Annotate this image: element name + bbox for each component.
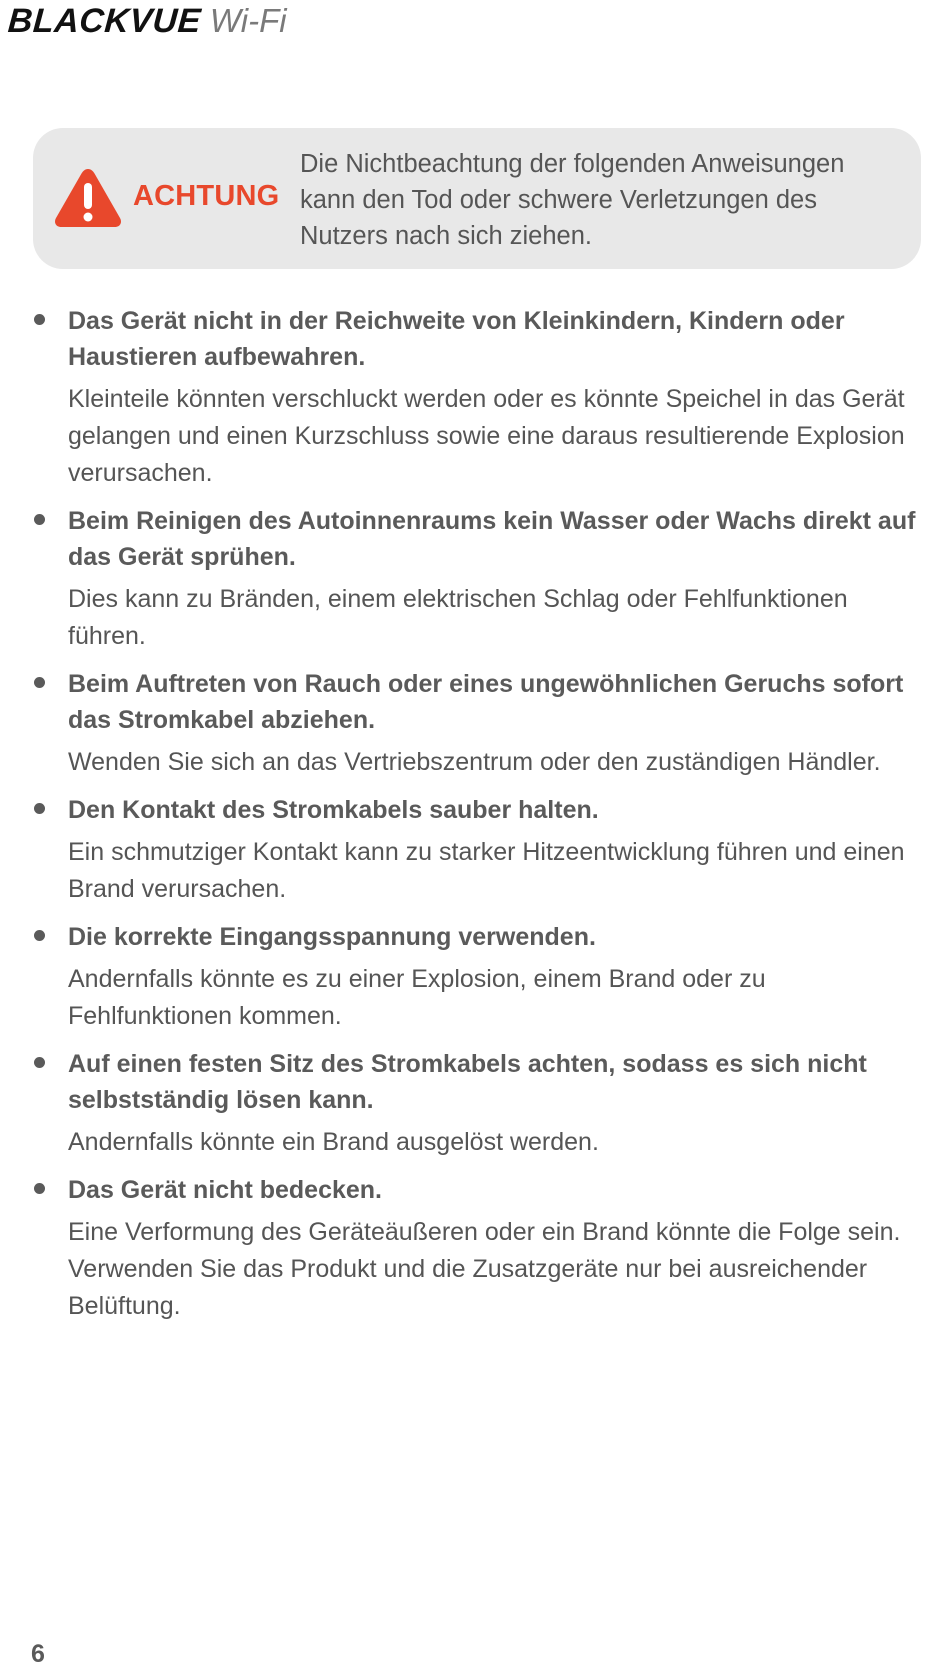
bullet-icon	[34, 314, 45, 325]
brand-logo: BLACKVUE	[6, 2, 203, 40]
bullet-icon	[34, 803, 45, 814]
safety-list	[28, 303, 921, 1336]
list-item	[28, 1046, 921, 1161]
list-item	[28, 1172, 921, 1325]
bullet-icon	[34, 677, 45, 688]
item-title: Den Kontakt des Stromkabels sauber halten.	[68, 796, 599, 824]
item-description: Wenden Sie sich an das Vertriebszentrum oder den zuständigen Händler.	[68, 748, 881, 776]
item-description: Andernfalls könnte ein Brand ausgelöst werden.	[68, 1128, 599, 1156]
list-item	[28, 503, 921, 655]
list-item	[28, 792, 921, 908]
warning-label: ACHTUNG	[133, 180, 280, 212]
item-description: Dies kann zu Bränden, einem elektrischen Schlag oder Fehlfunktionen führen.	[68, 585, 848, 650]
list-item	[28, 303, 921, 492]
item-title: Beim Auftreten von Rauch oder eines ungewöhnlichen Geruchs sofort das Stromkabel abziehen.	[68, 670, 904, 734]
warning-text: Die Nichtbeachtung der folgenden Anweisungen kann den Tod oder schwere Verletzungen des Nutzers nach sich ziehen.	[300, 150, 845, 250]
list-item	[28, 666, 921, 781]
item-description: Andernfalls könnte es zu einer Explosion, einem Brand oder zu Fehlfunktionen kommen.	[68, 965, 766, 1030]
item-description: Eine Verformung des Geräteäußeren oder ein Brand könnte die Folge sein. Verwenden Sie das Produkt und die Zusatzgeräte nur bei ausreichender Belüftung.	[68, 1218, 901, 1320]
list-item	[28, 919, 921, 1035]
page-header	[8, 2, 287, 42]
item-description: Kleinteile könnten verschluckt werden oder es könnte Speichel in das Gerät gelangen und einen Kurzschluss sowie eine daraus resultierende Explosion verursachen.	[68, 385, 905, 487]
item-description: Ein schmutziger Kontakt kann zu starker Hitzeentwicklung führen und einen Brand verursachen.	[68, 838, 905, 903]
warning-box	[33, 128, 921, 269]
page-number: 6	[31, 1640, 45, 1668]
bullet-icon	[34, 1057, 45, 1068]
product-name: Wi-Fi	[209, 2, 287, 39]
item-title: Das Gerät nicht bedecken.	[68, 1176, 383, 1204]
bullet-icon	[34, 930, 45, 941]
warning-triangle-icon	[53, 166, 123, 230]
item-title: Das Gerät nicht in der Reichweite von Kleinkindern, Kindern oder Haustieren aufbewahren.	[68, 307, 845, 371]
bullet-icon	[34, 1183, 45, 1194]
item-title: Auf einen festen Sitz des Stromkabels achten, sodass es sich nicht selbstständig lösen kann.	[68, 1050, 867, 1114]
bullet-icon	[34, 514, 45, 525]
item-title: Beim Reinigen des Autoinnenraums kein Wasser oder Wachs direkt auf das Gerät sprühen.	[68, 507, 916, 571]
item-title: Die korrekte Eingangsspannung verwenden.	[68, 923, 596, 951]
